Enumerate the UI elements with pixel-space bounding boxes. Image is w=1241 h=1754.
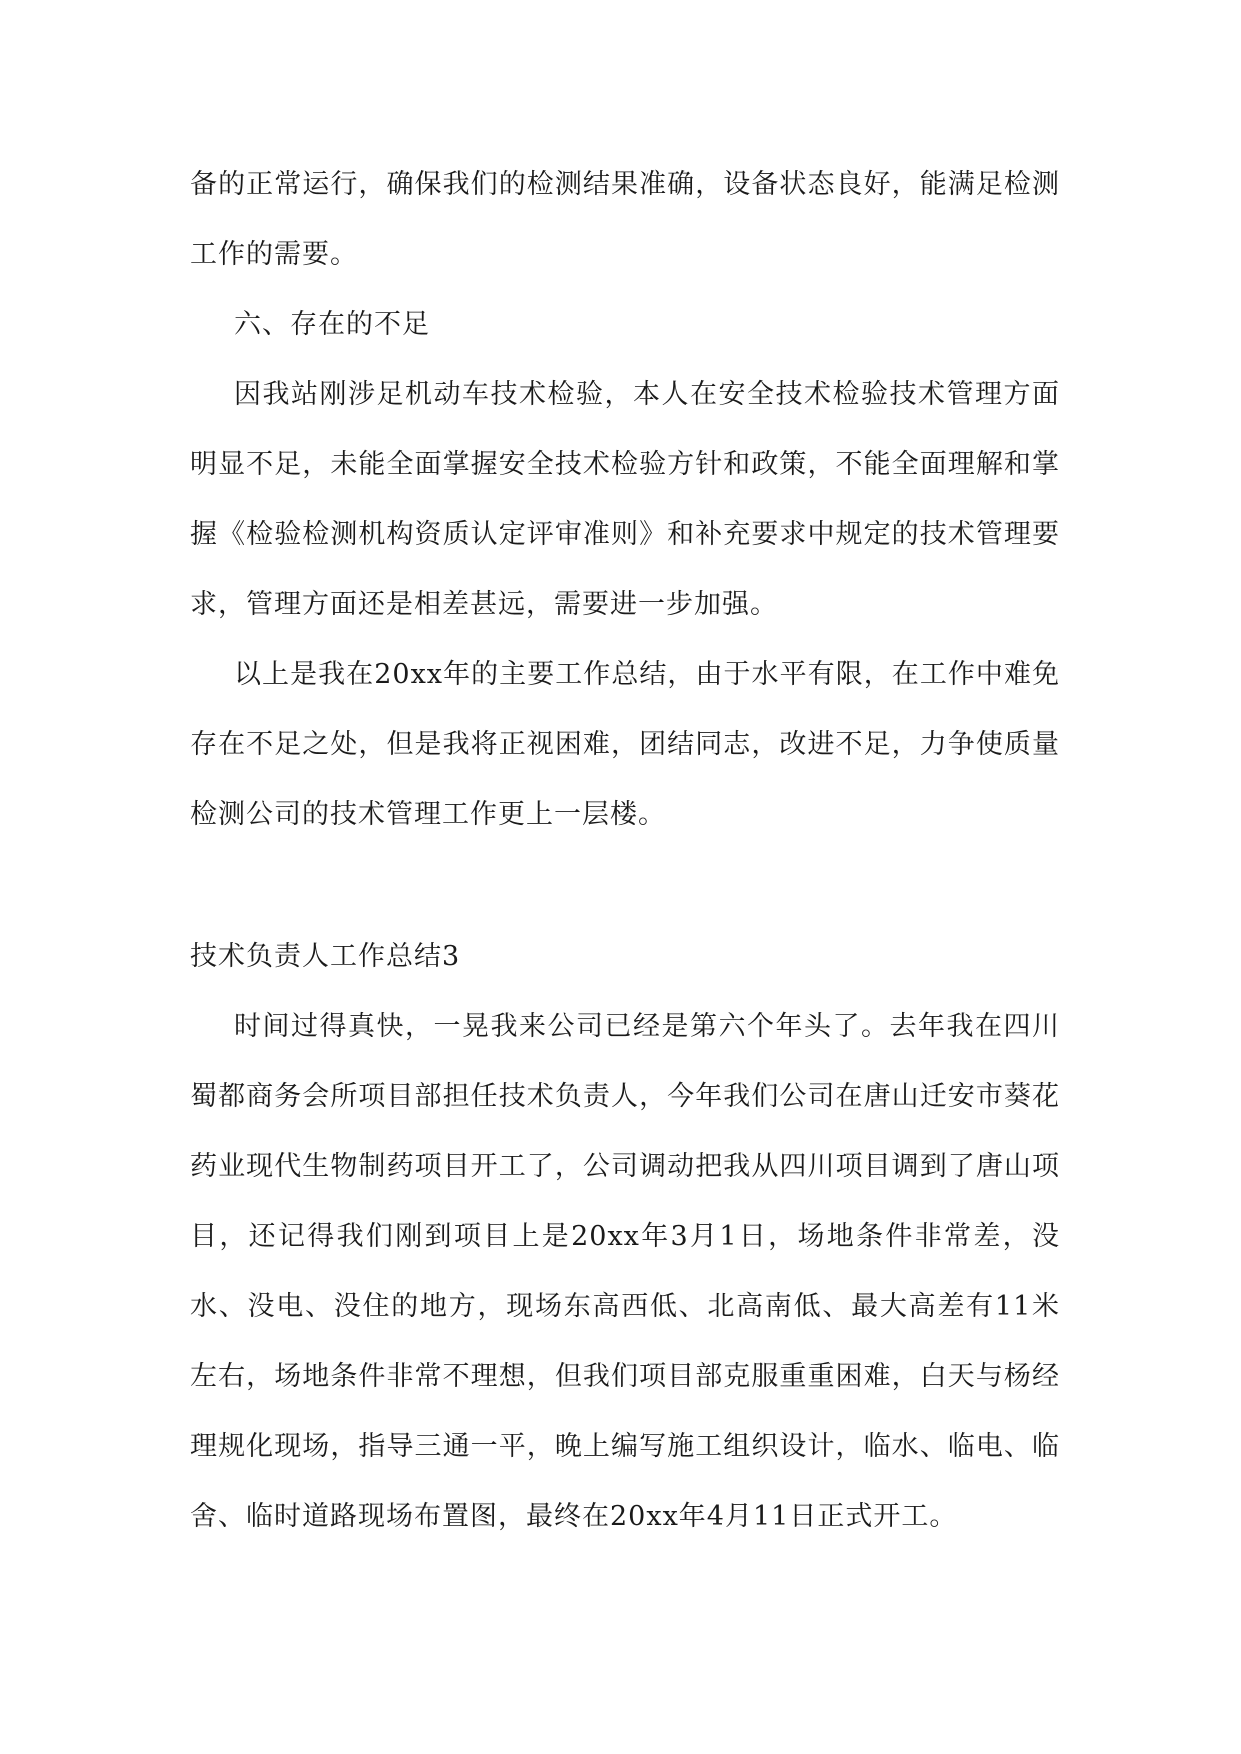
paragraph-continued: 备的正常运行，确保我们的检测结果准确，设备状态良好，能满足检测工作的需要。	[190, 169, 1060, 270]
text-section-one	[190, 150, 1060, 850]
text-section-two	[190, 922, 1060, 1552]
paragraph-intro: 时间过得真快，一晃我来公司已经是第六个年头了。去年我在四川蜀都商务会所项目部担任技术负责人，今年我们公司在唐山迁安市葵花药业现代生物制药项目开工了，公司调动把我从四川项目调到了唐山项目，还记得我们刚到项目上是20xx年3月1日，场地条件非常差，没水、没电、没住的地方，现场东高西低、北高南低、最大高差有11米左右，场地条件非常不理想，但我们项目部克服重重困难，白天与杨经理规化现场，指导三通一平，晚上编写施工组织设计，临水、临电、临舍、临时道路现场布置图，最终在20xx年4月11日正式开工。	[190, 1011, 1060, 1532]
section-heading-shortcomings: 六、存在的不足	[234, 309, 430, 340]
paragraph-conclusion: 以上是我在20xx年的主要工作总结，由于水平有限，在工作中难免存在不足之处，但是我将正视困难，团结同志，改进不足，力争使质量检测公司的技术管理工作更上一层楼。	[190, 659, 1060, 830]
paragraph-shortcomings: 因我站刚涉足机动车技术检验，本人在安全技术检验技术管理方面明显不足，未能全面掌握安全技术检验方针和政策，不能全面理解和掌握《检验检测机构资质认定评审准则》和补充要求中规定的技术管理要求，管理方面还是相差甚远，需要进一步加强。	[190, 379, 1060, 620]
document-section-title: 技术负责人工作总结3	[190, 941, 461, 972]
